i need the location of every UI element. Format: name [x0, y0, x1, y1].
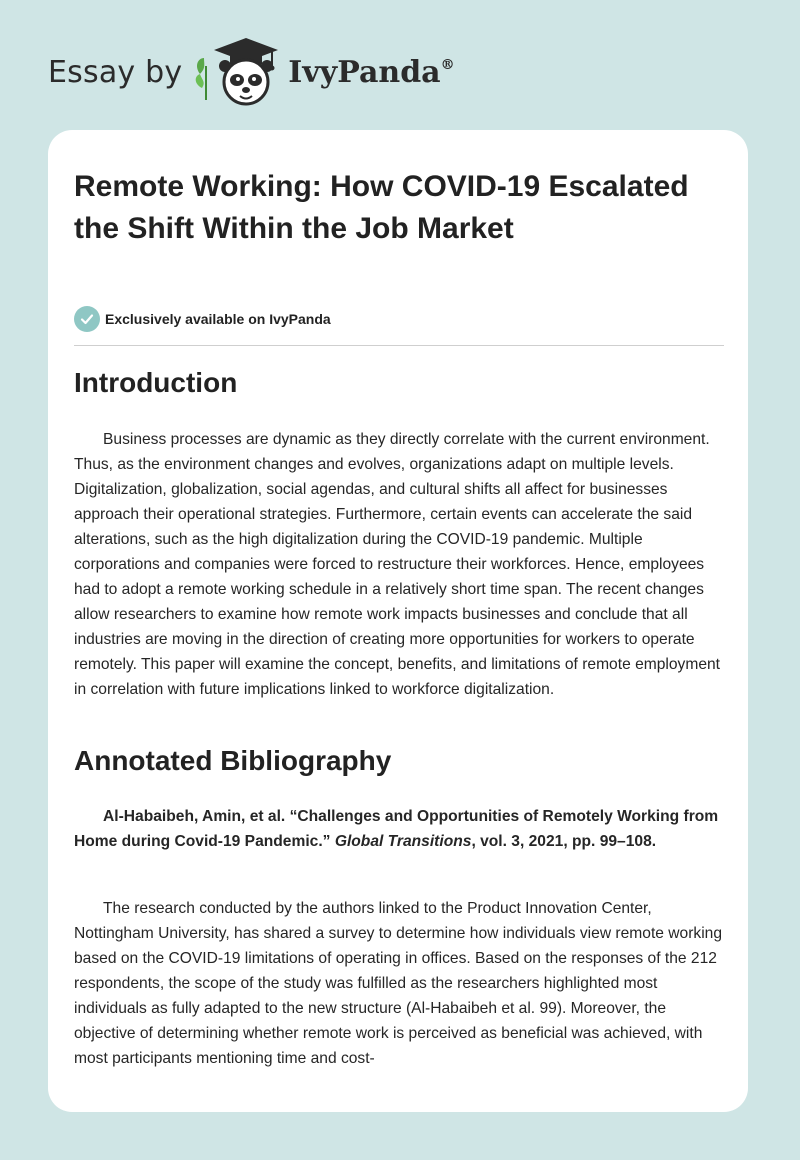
intro-heading: Introduction [74, 367, 238, 398]
leaf-icon [196, 58, 206, 100]
divider [74, 345, 724, 346]
annotation-paragraph: The research conducted by the authors linked to the Product Innovation Center, Nottingham University, has shared a survey to determine how individuals view remote working based on the COVID-19 limitations of operating in offices. Based on the responses of the 212 respondents, the scope of the study was fulfilled as the researchers highlighted most individuals as fully adapted to the new structure (Al-Habaibeh et al. 99). Moreover, the objective of determining whether remote work is perceived as beneficial was achieved, with most participants mentioning time and cost- [74, 900, 723, 1067]
badge-label: Exclusively available on IvyPanda [105, 311, 331, 327]
essay-card [48, 130, 748, 1112]
intro-paragraph: Business processes are dynamic as they directly correlate with the current environment. Thus, as the environment changes and evolves, organizations adapt on multiple levels. Digitalization, globalization, social agendas, and cultural shifts all affect for businesses approach their operational strategies. Furthermore, certain events can accelerate the said alterations, such as the high digitalization during the COVID-19 pandemic. Multiple corporations and companies were forced to restructure their workforces. Hence, employees had to adopt a remote working schedule in a relatively short time span. The recent changes allow researchers to examine how remote work impacts businesses and conclude that all industries are moving in the direction of creating more opportunities for workers to operate remotely. This paper will examine the concept, benefits, and limitations of remote employment in correlation with future implications linked to workforce digitalization. [74, 431, 721, 698]
brand-name[interactable]: IvyPanda® [288, 54, 455, 90]
page-title: Remote Working: How COVID-19 Escalated the Shift Within the Job Market [74, 170, 689, 245]
exclusive-badge [74, 306, 331, 332]
essay-by-label: Essay by [48, 54, 183, 90]
citation-entry: Al-Habaibeh, Amin, et al. “Challenges and Opportunities of Remotely Working from Home during Covid-19 Pandemic.” Global Transitions, vol. 3, 2021, pp. 99–108. [74, 808, 719, 850]
check-circle-icon [74, 306, 100, 332]
site-header [48, 36, 455, 108]
panda-graduate-icon[interactable] [192, 36, 284, 108]
bibliography-heading: Annotated Bibliography [74, 745, 392, 776]
